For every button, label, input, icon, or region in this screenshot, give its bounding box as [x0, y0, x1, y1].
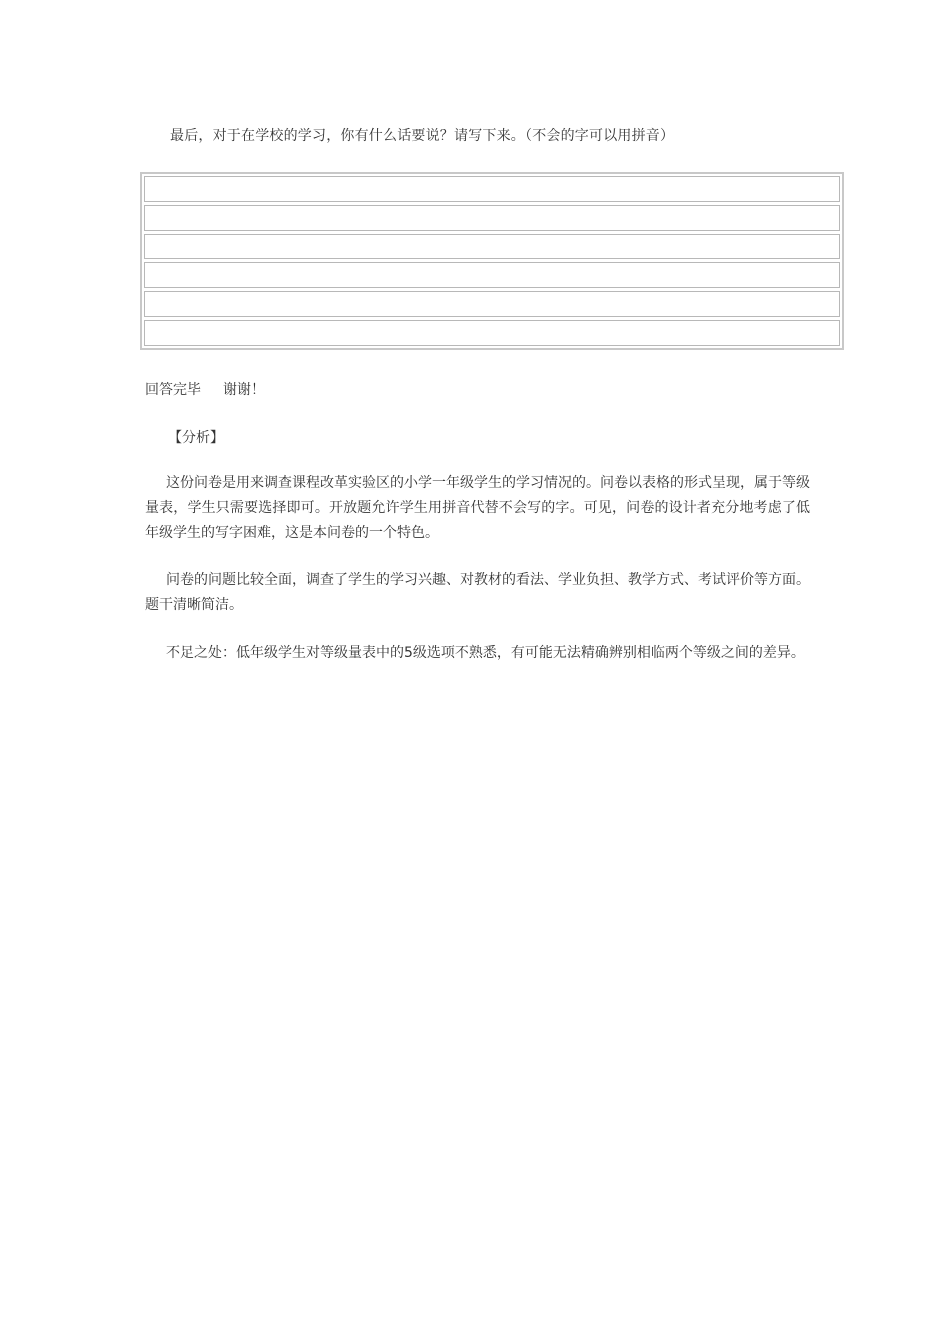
answer-line-4[interactable]: [144, 262, 840, 288]
answer-line-5[interactable]: [144, 291, 840, 317]
analysis-paragraph-1: 这份问卷是用来调查课程改革实验区的小学一年级学生的学习情况的。问卷以表格的形式呈现，属于等级量表，学生只需要选择即可。开放题允许学生用拼音代替不会写的字。可见，问卷的设计者充分地考虑了低年级学生的写字困难，这是本问卷的一个特色。: [145, 475, 810, 541]
closing-line: [145, 380, 265, 400]
closing-thanks-text: 谢谢！: [223, 382, 265, 398]
answer-line-2[interactable]: [144, 205, 840, 231]
answer-line-3[interactable]: [144, 234, 840, 260]
analysis-paragraph-2: 问卷的问题比较全面，调查了学生的学习兴趣、对教材的看法、学业负担、教学方式、考试评价等方面。题干清晰简洁。: [145, 572, 810, 613]
analysis-heading: 【分析】: [168, 430, 224, 446]
answer-line-1[interactable]: [144, 176, 840, 202]
closing-done-text: 回答完毕: [145, 382, 201, 398]
answer-writing-box[interactable]: [140, 172, 844, 350]
analysis-paragraph-3: 不足之处：低年级学生对等级量表中的5级选项不熟悉，有可能无法精确辨别相临两个等级之间的差异。: [166, 645, 805, 661]
open-question-prompt: 最后，对于在学校的学习，你有什么话要说？请写下来。（不会的字可以用拼音）: [170, 128, 675, 144]
answer-line-6[interactable]: [144, 320, 840, 346]
